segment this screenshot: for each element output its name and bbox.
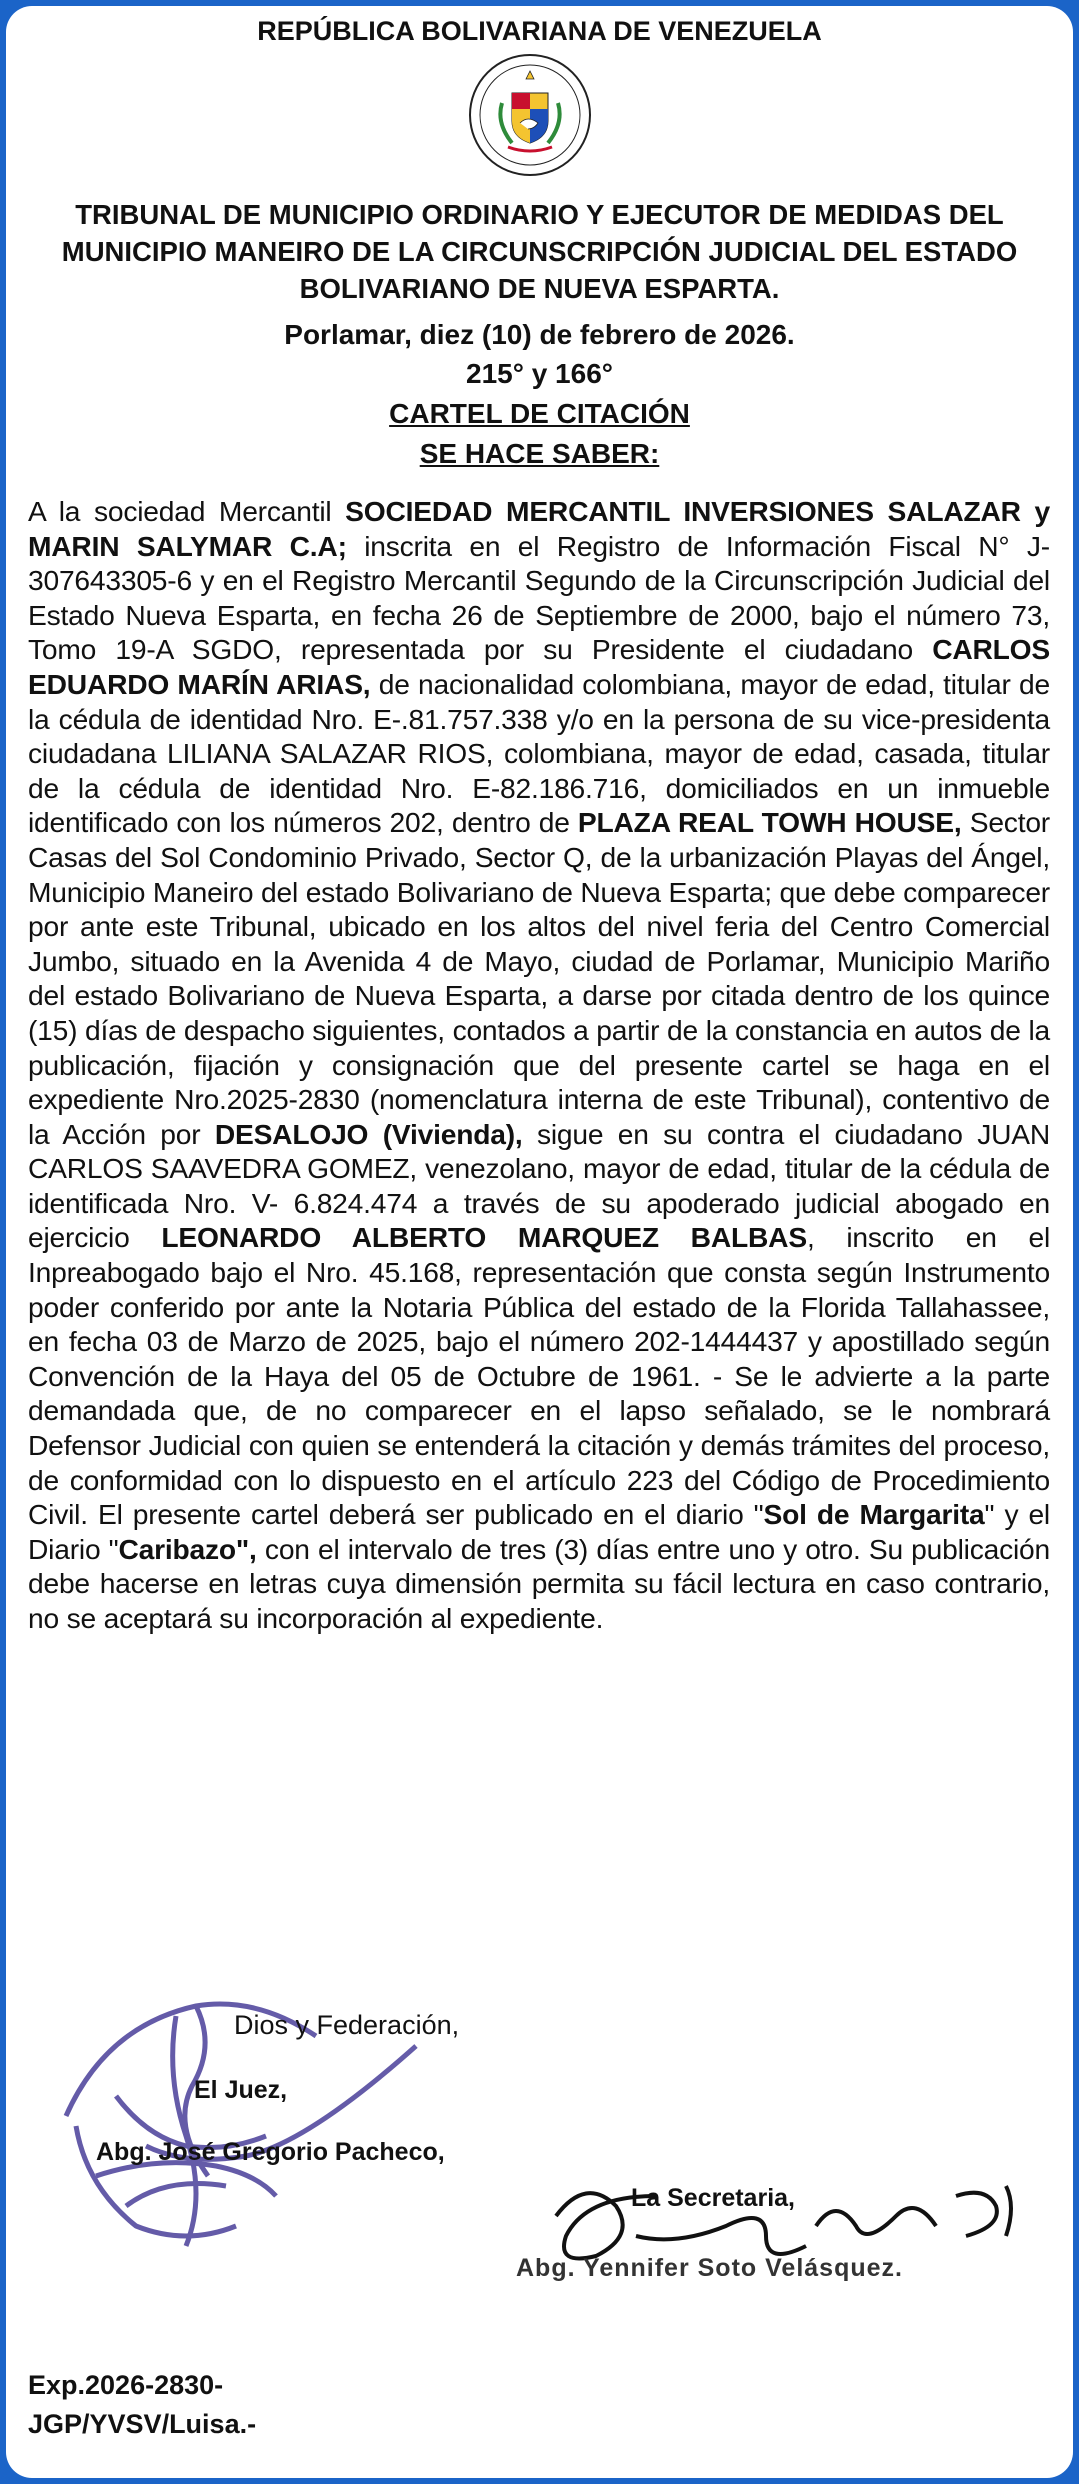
property-name: PLAZA REAL TOWH HOUSE,	[577, 806, 962, 839]
company-name: SOCIEDAD MERCANTIL INVERSIONES SALAZAR y MARIN SALYMAR C.A;	[28, 495, 1050, 562]
country-heading: REPÚBLICA BOLIVARIANA DE VENEZUELA	[257, 16, 822, 46]
coat-of-arms-seal-icon	[468, 53, 592, 177]
judge-title: El Juez,	[194, 2076, 288, 2104]
body-text: A la sociedad Mercantil	[28, 495, 346, 527]
attorney-name: LEONARDO ALBERTO MARQUEZ BALBAS	[161, 1221, 807, 1254]
notice-heading: SE HACE SABER:	[419, 438, 660, 469]
court-heading	[6, 196, 1073, 307]
body-text: inscrita en el Registro de Información Fiscal N° J- 307643305-6 y en el Registro Mercantil Segundo de la Circunscripción Judicial del Estado Nueva Esparta, en fecha 26 de Septiembre de 2000, bajo el número 73, Tomo 19-A SGDO, representada por su Presidente el ciudadano	[28, 529, 1050, 666]
citation-body	[28, 494, 1050, 1636]
file-reference: Exp.2026-2830-	[28, 2370, 224, 2400]
body-text: , inscrito en el Inpreabogado bajo el Nro. 45.168, representación que consta según Instrumento poder conferido por ante la Notaria Pública del estado de la Florida Tallahassee, en fecha 03 de Marzo de 2025, bajo el número 202-1444437 y apostillado según Convención de la Haya del 05 de Octubre de 1961. - Se le advierte a la parte demandada que, de no comparecer en el lapso señalado, se le nombrará Defensor Judicial con quien se entenderá la citación y demás trámites del proceso, de conformidad con lo dispuesto en el artículo 223 del Código de Procedimiento Civil. El presente cartel deberá ser publicado en el diario "	[28, 1221, 1051, 1531]
body-text: con el intervalo de tres (3) días entre uno y otro. Su publicación debe hacerse en letras cuya dimensión permita su fácil lectura en caso contrario, no se aceptará su incorporación al expediente.	[28, 1532, 1050, 1634]
president-name: CARLOS EDUARDO MARÍN ARIAS,	[28, 633, 1050, 700]
secretary-name: Abg. Yennifer Soto Velásquez.	[516, 2254, 903, 2282]
court-line: BOLIVARIANO DE NUEVA ESPARTA.	[299, 273, 780, 304]
document-page	[6, 6, 1073, 2478]
court-line: MUNICIPIO MANEIRO DE LA CIRCUNSCRIPCIÓN JUDICIAL DEL ESTADO	[61, 236, 1018, 267]
salutation: Dios y Federación,	[234, 2010, 460, 2040]
court-line: TRIBUNAL DE MUNICIPIO ORDINARIO Y EJECUTOR DE MEDIDAS DEL	[75, 199, 1004, 230]
newspaper-name: Sol de Margarita	[763, 1498, 985, 1531]
years-line: 215° y 166°	[466, 358, 613, 389]
judge-name: Abg. José Gregorio Pacheco,	[96, 2138, 445, 2166]
secretary-title: La Secretaria,	[631, 2184, 795, 2212]
body-text: de nacionalidad colombiana, mayor de edad, titular de la cédula de identidad Nro. E-.81.757.338 y/o en la persona de su vice-presidenta ciudadana LILIANA SALAZAR RIOS, colombiana, mayor de edad, casada, titular de la cédula de identidad Nro. E-82.186.716, domiciliados en un inmueble identificado con los números 202, dentro de	[28, 667, 1050, 839]
dateline: Porlamar, diez (10) de febrero de 2026.	[284, 319, 795, 350]
body-text: Sector Casas del Sol Condominio Privado, Sector Q, de la urbanización Playas del Ángel, Municipio Maneiro del estado Bolivariano de Nueva Esparta; que debe comparecer por ante este Tribunal, ubicado en los altos del nivel feria del Centro Comercial Jumbo, situado en la Avenida 4 de Mayo, ciudad de Porlamar, Municipio Mariño del estado Bolivariano de Nueva Esparta, a darse por citada dentro de los quince (15) días de despacho siguientes, contados a partir de la constancia en autos de la publicación, fijación y consignación que del presente cartel se haga en el expediente Nro.2025-2830 (nomenclatura interna de este Tribunal), contentivo de la Acción por	[28, 806, 1050, 1150]
body-text: sigue en su contra el ciudadano JUAN CARLOS SAAVEDRA GOMEZ, venezolano, mayor de edad, titular de la cédula de identificada Nro. V- 6.824.474 a través de su apoderado judicial abogado en ejercicio	[28, 1117, 1050, 1254]
body-text: " y el Diario "	[28, 1498, 1050, 1565]
action-name: DESALOJO (Vivienda),	[214, 1117, 523, 1150]
newspaper-name: Caribazo",	[118, 1532, 257, 1565]
initials-reference: JGP/YVSV/Luisa.-	[28, 2409, 257, 2439]
document-type: CARTEL DE CITACIÓN	[389, 398, 690, 429]
